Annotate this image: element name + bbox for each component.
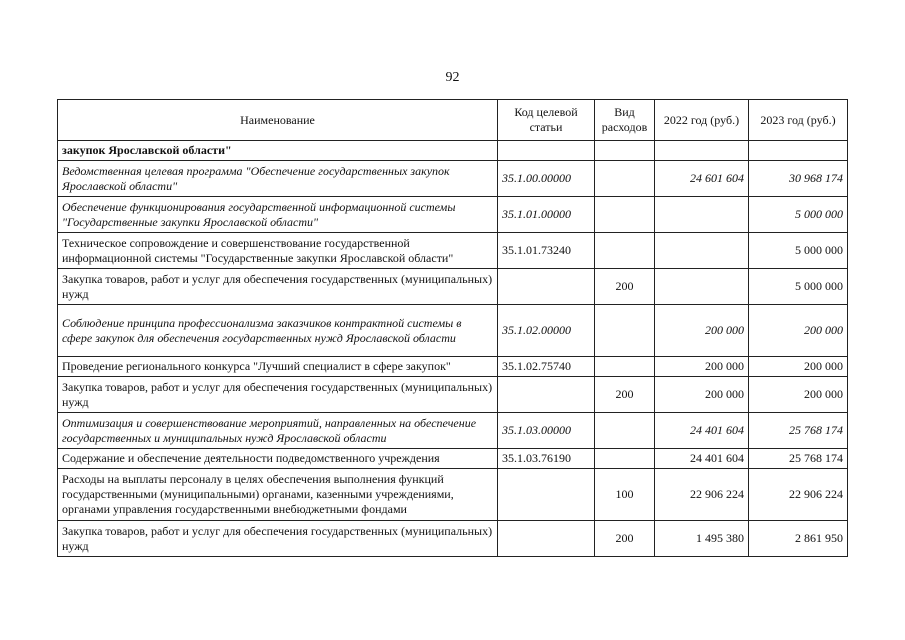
cell-expense-kind	[595, 305, 655, 357]
cell-expense-kind: 200	[595, 521, 655, 557]
cell-amount-2023: 22 906 224	[749, 469, 848, 521]
table-row	[58, 269, 848, 305]
cell-code	[498, 469, 595, 521]
cell-amount-2023: 2 861 950	[749, 521, 848, 557]
table-row	[58, 413, 848, 449]
cell-amount-2022: 22 906 224	[655, 469, 749, 521]
cell-amount-2023: 200 000	[749, 305, 848, 357]
header-2023: 2023 год (руб.)	[749, 100, 848, 141]
cell-code: 35.1.01.73240	[498, 233, 595, 269]
cell-expense-kind	[595, 413, 655, 449]
table-header-row	[58, 100, 848, 141]
cell-name: Обеспечение функционирования государственной информационной системы "Государственные закупки Ярославской области"	[58, 197, 498, 233]
cell-expense-kind	[595, 449, 655, 469]
cell-amount-2022	[655, 269, 749, 305]
header-name: Наименование	[58, 100, 498, 141]
cell-name: Содержание и обеспечение деятельности подведомственного учреждения	[58, 449, 498, 469]
cell-code: 35.1.00.00000	[498, 161, 595, 197]
cell-name: закупок Ярославской области"	[58, 141, 498, 161]
cell-name: Закупка товаров, работ и услуг для обеспечения государственных (муниципальных) нужд	[58, 269, 498, 305]
header-code: Код целевой статьи	[498, 100, 595, 141]
cell-code: 35.1.03.76190	[498, 449, 595, 469]
cell-amount-2023	[749, 141, 848, 161]
cell-amount-2023: 25 768 174	[749, 449, 848, 469]
cell-code	[498, 521, 595, 557]
cell-amount-2023: 200 000	[749, 377, 848, 413]
cell-expense-kind	[595, 197, 655, 233]
cell-expense-kind	[595, 357, 655, 377]
cell-amount-2023: 200 000	[749, 357, 848, 377]
cell-expense-kind	[595, 233, 655, 269]
cell-amount-2022	[655, 197, 749, 233]
cell-expense-kind: 200	[595, 377, 655, 413]
cell-amount-2022: 200 000	[655, 377, 749, 413]
cell-amount-2023: 25 768 174	[749, 413, 848, 449]
table-row	[58, 197, 848, 233]
table-row	[58, 233, 848, 269]
page-number: 92	[445, 70, 460, 85]
table-row	[58, 161, 848, 197]
cell-expense-kind	[595, 141, 655, 161]
table-row	[58, 377, 848, 413]
cell-expense-kind	[595, 161, 655, 197]
cell-amount-2022: 24 401 604	[655, 449, 749, 469]
cell-name: Соблюдение принципа профессионализма заказчиков контрактной системы в сфере закупок для обеспечения государственных нужд Ярославской области	[58, 305, 498, 357]
cell-amount-2022: 200 000	[655, 357, 749, 377]
cell-amount-2022: 200 000	[655, 305, 749, 357]
cell-expense-kind: 100	[595, 469, 655, 521]
table-row	[58, 357, 848, 377]
table-row	[58, 305, 848, 357]
cell-amount-2023: 5 000 000	[749, 269, 848, 305]
cell-name: Расходы на выплаты персоналу в целях обеспечения выполнения функций государственными (муниципальными) органами, казенными учреждениями, органами управления государственными внебюджетными фондами	[58, 469, 498, 521]
cell-name: Оптимизация и совершенствование мероприятий, направленных на обеспечение государственных и муниципальных нужд Ярославской области	[58, 413, 498, 449]
cell-code	[498, 141, 595, 161]
table-row	[58, 141, 848, 161]
header-kind: Вид расходов	[595, 100, 655, 141]
cell-amount-2023: 5 000 000	[749, 233, 848, 269]
cell-amount-2022: 1 495 380	[655, 521, 749, 557]
cell-amount-2022: 24 401 604	[655, 413, 749, 449]
header-2022: 2022 год (руб.)	[655, 100, 749, 141]
cell-amount-2022: 24 601 604	[655, 161, 749, 197]
cell-amount-2022	[655, 141, 749, 161]
table-row	[58, 469, 848, 521]
cell-code: 35.1.02.00000	[498, 305, 595, 357]
budget-table	[57, 99, 848, 557]
cell-code: 35.1.02.75740	[498, 357, 595, 377]
cell-name: Закупка товаров, работ и услуг для обеспечения государственных (муниципальных) нужд	[58, 377, 498, 413]
cell-expense-kind: 200	[595, 269, 655, 305]
cell-name: Закупка товаров, работ и услуг для обеспечения государственных (муниципальных) нужд	[58, 521, 498, 557]
cell-code	[498, 377, 595, 413]
cell-amount-2022	[655, 233, 749, 269]
table-row	[58, 449, 848, 469]
table-row	[58, 521, 848, 557]
cell-code: 35.1.03.00000	[498, 413, 595, 449]
cell-amount-2023: 30 968 174	[749, 161, 848, 197]
cell-name: Проведение регионального конкурса "Лучший специалист в сфере закупок"	[58, 357, 498, 377]
cell-amount-2023: 5 000 000	[749, 197, 848, 233]
cell-code: 35.1.01.00000	[498, 197, 595, 233]
cell-name: Ведомственная целевая программа "Обеспечение государственных закупок Ярославской области"	[58, 161, 498, 197]
table-body	[58, 141, 848, 557]
cell-code	[498, 269, 595, 305]
cell-name: Техническое сопровождение и совершенствование государственной информационной системы "Государственные закупки Ярославской области"	[58, 233, 498, 269]
